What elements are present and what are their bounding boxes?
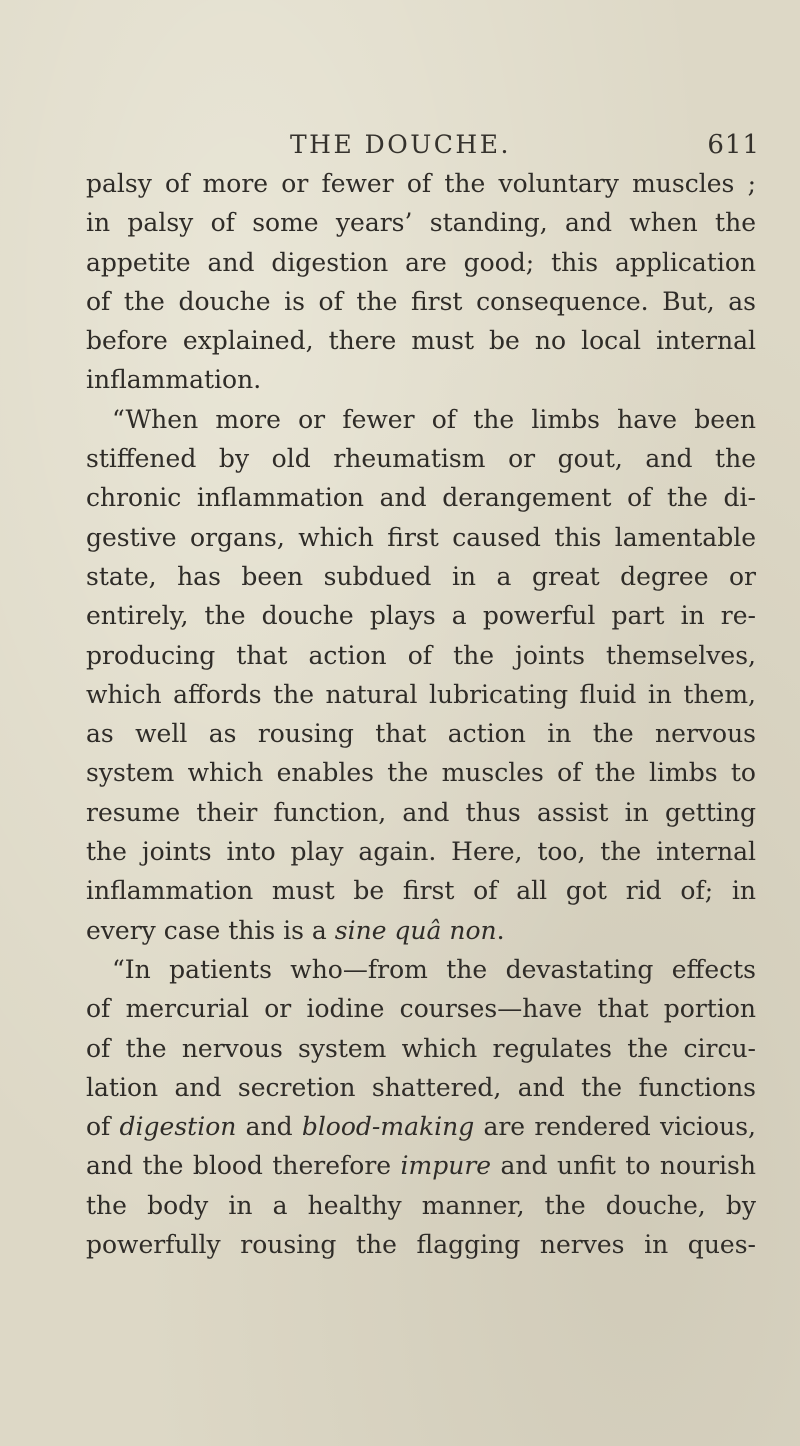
text-line: entirely, the douche plays a powerful part in re- [86, 601, 756, 631]
text-line: stiffened by old rheumatism or gout, and the [86, 444, 756, 474]
text-line: of digestion and blood-making are rendered vicious, [86, 1112, 756, 1142]
text-line: of the nervous system which regulates the circu- [86, 1033, 756, 1063]
body-text [86, 164, 756, 1264]
text-line: which affords the natural lubricating fluid in them, [86, 679, 756, 709]
text-line: chronic inflammation and derangement of the di- [86, 483, 756, 513]
text-line: inflammation must be first of all got rid of; in [86, 876, 756, 906]
text-line: state, has been subdued in a great degree or [86, 561, 756, 591]
text-line: the body in a healthy manner, the douche, by [86, 1190, 756, 1220]
paragraph-start-line: “When more or fewer of the limbs have been [112, 404, 756, 434]
text-line: lation and secretion shattered, and the functions [86, 1072, 756, 1102]
paragraph-end-line: inflammation. [86, 365, 262, 395]
text-line: as well as rousing that action in the nervous [86, 719, 756, 749]
paragraph-start-line: “In patients who—from the devastating effects [112, 954, 756, 984]
italic-phrase: sine quâ non [334, 915, 497, 945]
text-line: gestive organs, which first caused this lamentable [86, 522, 756, 552]
italic-phrase: digestion [119, 1112, 237, 1142]
running-title: THE DOUCHE. [290, 130, 511, 159]
page-number: 611 [707, 130, 760, 160]
text-line: producing that action of the joints themselves, [86, 640, 756, 670]
text-line: of mercurial or iodine courses—have that portion [86, 994, 756, 1024]
text-line: and the blood therefore impure and unfit to nourish [86, 1151, 756, 1181]
text-line: palsy of more or fewer of the voluntary muscles ; [86, 169, 756, 198]
text-line: resume their function, and thus assist in getting [86, 797, 756, 827]
paragraph-end-line: every case this is a sine quâ non. [86, 915, 505, 945]
text-line: powerfully rousing the flagging nerves in ques- [86, 1230, 756, 1260]
italic-phrase: blood-making [301, 1112, 475, 1142]
text-line: the joints into play again. Here, too, the internal [86, 837, 756, 867]
text-line: appetite and digestion are good; this application [86, 247, 756, 277]
text-line: system which enables the muscles of the limbs to [86, 758, 756, 788]
text-line: before explained, there must be no local internal [86, 326, 756, 356]
text-line: of the douche is of the first consequence. But, as [86, 286, 756, 316]
text-line: in palsy of some years’ standing, and when the [86, 208, 756, 238]
italic-phrase: impure [400, 1151, 492, 1181]
